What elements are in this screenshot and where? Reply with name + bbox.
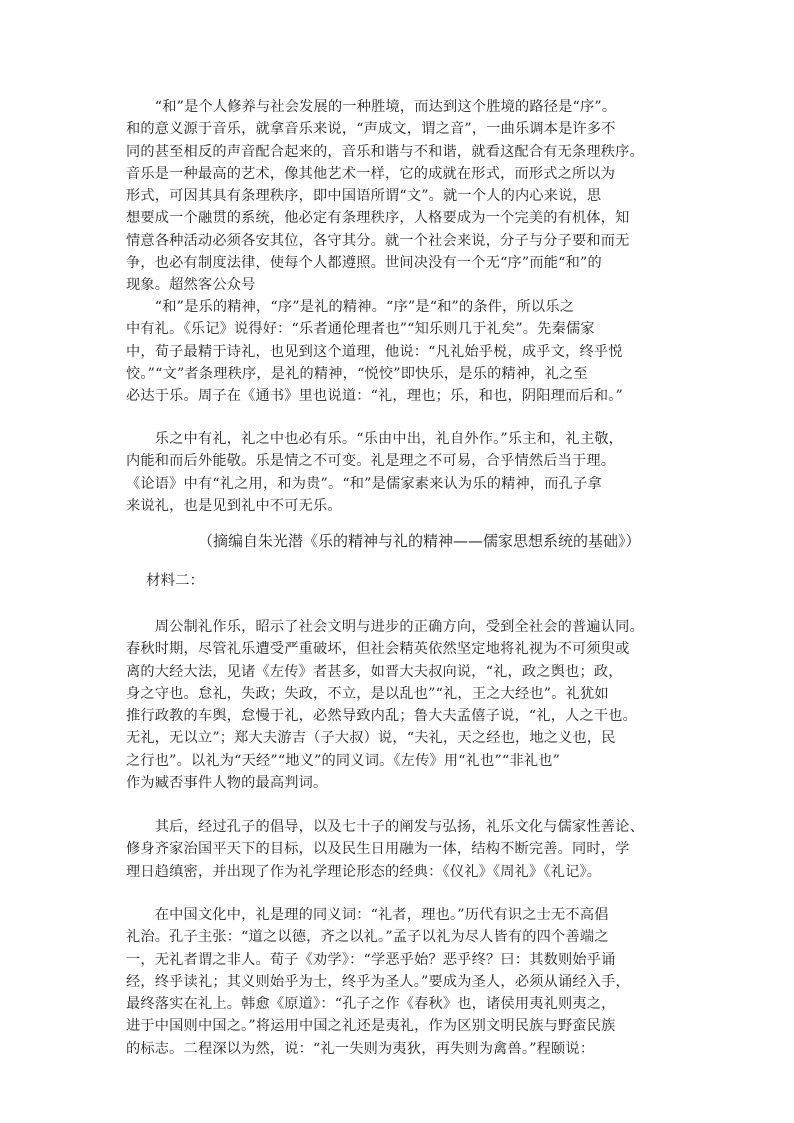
text-line: 情意各种活动必须各安其位，各守其分。就一个社会来说，分子与分子要和而无	[126, 232, 630, 249]
text-line: 音乐是一种最高的艺术，像其他艺术一样，它的成就在形式，而形式之所以为	[126, 165, 616, 182]
text-line: 现象。超然客公众号	[126, 277, 256, 294]
text-line: “和”是乐的精神，“序”是礼的精神。“序”是“和”的条件，所以乐之	[126, 299, 575, 315]
text-line: 想要成一个融贯的系统，他必定有条理秩序，人格要成为一个完美的有机体，知	[126, 210, 630, 227]
text-line: 必达于乐。周子在《通书》里也说道：“礼，理也；乐，和也，阴阳理而后和。”	[126, 388, 623, 405]
text-line: 经，终乎读礼；其义则始乎为士，终乎为圣人。”要成为圣人，必须从诵经入手，	[126, 973, 630, 990]
text-line: 争，也必有制度法律，使每个人都遵照。世间决没有一个无“序”而能“和”的	[126, 255, 602, 272]
text-line: 和的意义源于音乐，就拿音乐来说，“声成文，谓之音”，一曲乐调本是许多不	[126, 121, 616, 138]
material-two-heading: 材料二：	[146, 573, 204, 589]
text-line: 礼治。孔子主张：“道之以德，齐之以礼。”孟子以礼为尽人皆有的四个善端之	[126, 929, 609, 946]
text-line: 修身齐家治国平天下的目标，以及民生日用融为一体，结构不断完善。同时，学	[126, 841, 630, 858]
paragraph-ritual-within-music	[126, 428, 674, 517]
text-line: 无礼，无以立”；郑大夫游吉（子大叔）说，“夫礼，天之经也，地之义也，民	[126, 730, 616, 747]
text-line: 形式，可因其具有条理秩序，即中国语所谓“文”。就一个人的内心来说，思	[126, 188, 602, 205]
text-line: 推行政教的车舆，怠慢于礼，必然导致内乱；鲁大夫孟僖子说，“礼，人之干也。	[126, 708, 638, 725]
text-line: 同的甚至相反的声音配合起来的，音乐和谐与不和谐，就看这配合有无条理秩序。	[126, 143, 644, 160]
text-line: 《论语》中有“礼之用，和为贵”。“和”是儒家素来认为乐的精神，而孔子拿	[126, 475, 602, 492]
text-line: 恔。”“文”者条理秩序，是礼的精神，“悦恔”即快乐，是乐的精神，礼之至	[126, 365, 588, 382]
text-line: 一，无礼者谓之非人。荀子《劝学》：“学恶乎始？恶乎终？曰：其数则始乎诵	[126, 951, 616, 968]
text-line: 进于中国则中国之。”将运用中国之礼还是夷礼，作为区别文明民族与野蛮民族	[126, 1018, 616, 1035]
text-line: 来说礼，也是见到礼中不可无乐。	[126, 497, 342, 514]
text-line: 在中国文化中，礼是理的同义词：“礼者，理也。”历代有识之士无不高倡	[126, 907, 609, 923]
paragraph-music-ritual-spirit	[126, 296, 674, 407]
text-line: 离的大经大法，见诸《左传》者甚多，如晋大夫叔向说，“礼，政之舆也；政，	[126, 663, 623, 680]
text-line: 之行也”。以礼为“天经”“地义”的同义词。《左传》用“礼也”“非礼也”	[126, 752, 561, 769]
text-line: 作为臧否事件人物的最高判词。	[126, 775, 328, 792]
paragraph-ritual-as-reason	[126, 904, 674, 1060]
text-line: 的标志。二程深以为然，说：“礼一失则为夷狄，再失则为禽兽。”程颐说：	[126, 1040, 595, 1057]
text-line: 中有礼。《乐记》说得好：“乐者通伦理者也”“知乐则几于礼矣”。先秦儒家	[126, 321, 595, 338]
text-line: 其后，经过孔子的倡导，以及七十子的阐发与弘扬，礼乐文化与儒家性善论、	[126, 819, 644, 835]
paragraph-harmony-order	[126, 96, 674, 297]
text-line: 乐之中有礼，礼之中也必有乐。“乐由中出，礼自外作。”乐主和，礼主敬，	[126, 431, 623, 447]
source-caption: （摘编自朱光潜《乐的精神与礼的精神——儒家思想系统的基础》）	[198, 532, 641, 550]
text-line: 理日趋缜密，并出现了作为礼学理论形态的经典：《仪礼》《周礼》《礼记》。	[126, 863, 602, 880]
text-line: 身之守也。怠礼，失政；失政，不立，是以乱也”“礼，王之大经也”。礼犹如	[126, 685, 609, 702]
text-line: 最终落实在礼上。韩愈《原道》：“孔子之作《春秋》也，诸侯用夷礼则夷之，	[126, 996, 616, 1013]
paragraph-confucius-advocacy	[126, 816, 674, 883]
text-line: “和”是个人修养与社会发展的一种胜境，而达到这个胜境的路径是“序”。	[126, 99, 617, 115]
text-line: 春秋时期，尽管礼乐遭受严重破坏，但社会精英依然坚定地将礼视为不可须臾或	[126, 641, 630, 658]
text-line: 内能和而后外能敬。乐是情之不可变。礼是理之不可易，合乎情然后当于理。	[126, 453, 616, 470]
text-line: 中，荀子最精于诗礼，也见到这个道理，他说：“凡礼始乎棁，成乎文，终乎悦	[126, 343, 623, 360]
text-line: 周公制礼作乐，昭示了社会文明与进步的正确方向，受到全社会的普遍认同。	[126, 619, 644, 635]
paragraph-zhou-rites	[126, 616, 674, 794]
